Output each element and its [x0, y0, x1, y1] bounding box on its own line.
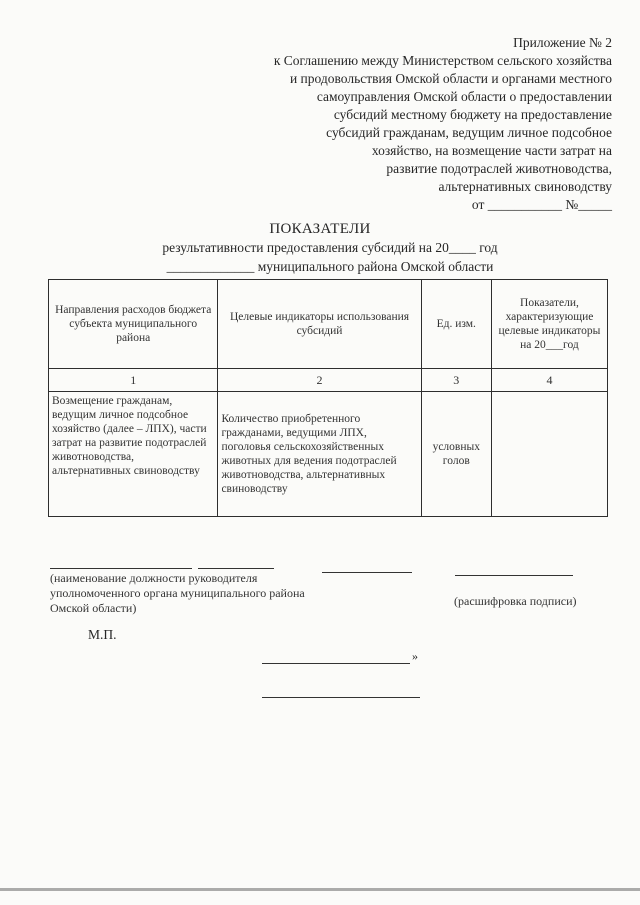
document-subtitle-district: _____________ муниципального района Омской области: [166, 259, 494, 274]
column-number: 3: [421, 369, 491, 392]
appendix-line: развитие подотраслей животноводства,: [386, 161, 612, 176]
header-cell-unit: Ед. изм.: [421, 280, 491, 369]
stamp-placeholder: М.П.: [88, 627, 117, 642]
date-line: [262, 663, 410, 664]
date-quote: »: [412, 649, 418, 663]
appendix-line: хозяйство, на возмещение части затрат на: [371, 143, 612, 158]
indicators-table: [48, 279, 608, 517]
column-number: 2: [218, 369, 421, 392]
position-label: (наименование должности руководителя уполномоченного органа муниципального района Омской области): [50, 571, 305, 615]
date-line-second: [262, 697, 420, 698]
cell-unit: условных голов: [421, 392, 491, 517]
document-title: ПОКАЗАТЕЛИ: [269, 221, 371, 237]
cell-value: [491, 392, 607, 517]
table-header-row: [49, 280, 608, 369]
cell-direction: Возмещение гражданам, ведущим личное подсобное хозяйство (далее – ЛПХ), части затрат на развитие подотраслей животноводства, альтернативных свиноводству: [49, 392, 218, 517]
cell-indicator: Количество приобретенного гражданами, ведущими ЛПХ, поголовья сельскохозяйственных животных для ведения подотраслей животноводства, альтернативных свиноводству: [218, 392, 421, 517]
table-number-row: [49, 369, 608, 392]
appendix-line: альтернативных свиноводству: [438, 179, 612, 194]
decryption-label: (расшифровка подписи): [454, 594, 577, 608]
appendix-line: и продовольствия Омской области и органами местного: [289, 71, 612, 86]
scan-edge: [0, 888, 640, 891]
header-cell-value: Показатели, характеризующие целевые индикаторы на 20___год: [491, 280, 607, 369]
appendix-block: [192, 34, 612, 214]
appendix-date-number: от ___________ №_____: [471, 197, 612, 212]
appendix-line: субсидий гражданам, ведущим личное подсобное: [326, 125, 612, 140]
appendix-line: субсидий местному бюджету на предоставление: [333, 107, 612, 122]
table-row: [49, 392, 608, 517]
column-number: 1: [49, 369, 218, 392]
signature-line-position-ext: [198, 568, 274, 569]
header-cell-direction: Направления расходов бюджета субъекта муниципального района: [49, 280, 218, 369]
signature-line-sign: [322, 572, 412, 573]
header-cell-indicator: Целевые индикаторы использования субсидий: [218, 280, 421, 369]
appendix-line: к Соглашению между Министерством сельского хозяйства: [273, 53, 612, 68]
column-number: 4: [491, 369, 607, 392]
signature-line-position: [50, 568, 192, 569]
appendix-line: Приложение № 2: [513, 35, 612, 50]
signature-line-decryption: [455, 575, 573, 576]
document-subtitle: результативности предоставления субсидий на 20____ год: [162, 240, 498, 255]
appendix-line: самоуправления Омской области о предоставлении: [316, 89, 612, 104]
